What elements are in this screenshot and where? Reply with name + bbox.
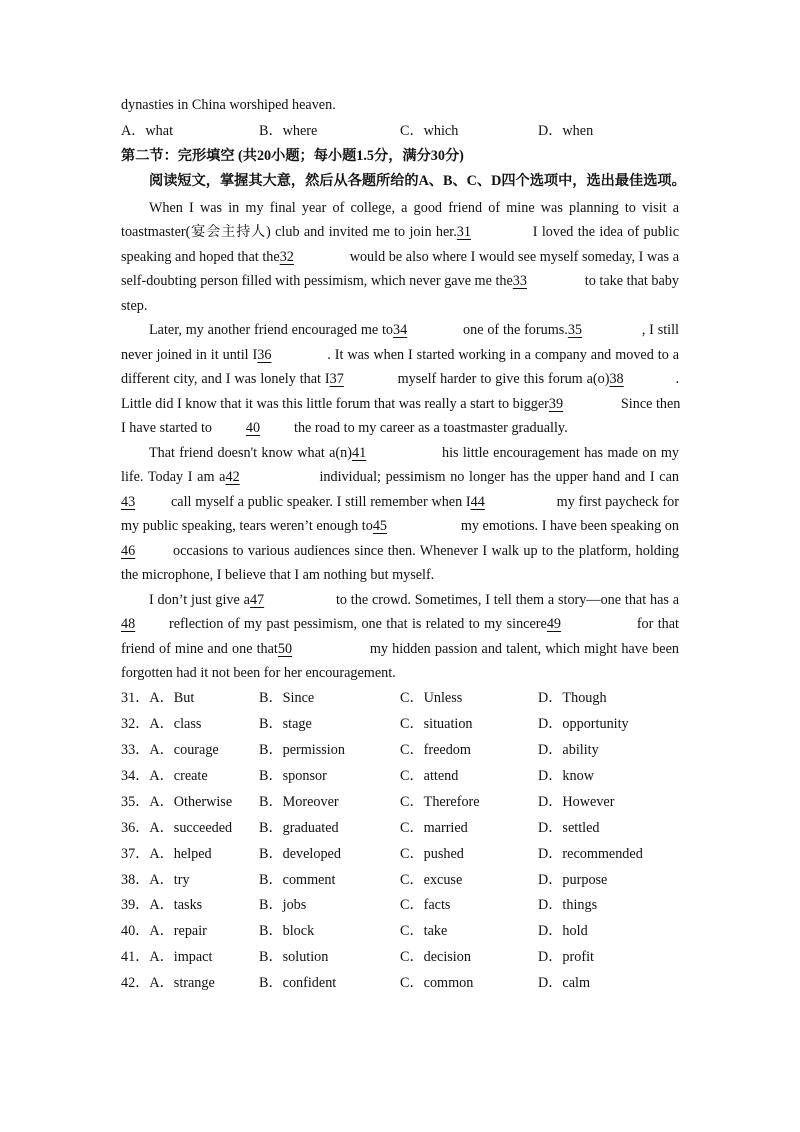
option-b: B．stage — [259, 716, 312, 732]
option-d: D．profit — [538, 949, 594, 965]
option-d: D．ability — [538, 742, 599, 758]
option-b: B．solution — [259, 949, 329, 965]
passage-line — [121, 468, 679, 486]
blank-34: 34 — [393, 322, 408, 338]
option-b: B．graduated — [259, 820, 339, 836]
q30-stem-tail: dynasties in China worshiped heaven. — [121, 97, 336, 113]
text: to take that baby — [584, 273, 679, 289]
option-a: 33．A．courage — [121, 742, 219, 758]
text: my emotions. I have been speaking on — [460, 518, 679, 534]
option-a: 34．A．create — [121, 768, 208, 784]
text: Since then — [620, 396, 681, 412]
text: . It was when I started working in a company and moved to a — [327, 347, 680, 363]
passage-line — [121, 640, 679, 658]
option-d: D．However — [538, 794, 615, 810]
passage-line — [121, 395, 679, 413]
text: my hidden passion and talent, which might have been — [369, 641, 679, 657]
passage-line: forgotten had it not been for her encouragement. — [121, 665, 396, 681]
text: his little encouragement has made on my — [441, 445, 679, 461]
text: one of the forums. — [463, 322, 568, 338]
text: individual; pessimism no longer has the upper hand and I can — [319, 469, 679, 485]
passage-line — [121, 248, 679, 266]
q30-option-d: D．when — [538, 123, 594, 139]
text: Little did I know that it was this little forum that was really a start to bigger — [121, 396, 549, 412]
blank-32: 32 — [279, 249, 294, 265]
passage-line — [121, 346, 679, 364]
blank-33: 33 — [512, 273, 527, 289]
blank-50: 50 — [277, 641, 293, 657]
blank-47: 47 — [249, 592, 265, 608]
option-b: B．comment — [259, 872, 336, 888]
passage-line — [121, 370, 679, 388]
option-b: B．sponsor — [259, 768, 327, 784]
passage-line: the microphone, I believe that I am nothing but myself. — [121, 567, 435, 583]
text: occasions to various audiences since then. Whenever I walk up to the platform, holding — [173, 543, 679, 559]
text: self-doubting person filled with pessimism, which never gave me the — [121, 273, 513, 289]
option-c: C．situation — [400, 716, 473, 732]
text: That friend doesn't know what a(n) — [149, 445, 352, 461]
blank-46: 46 — [121, 543, 136, 559]
text: life. Today I am a — [121, 469, 226, 485]
text: different city, and I was lonely that I — [121, 371, 330, 387]
blank-35: 35 — [567, 322, 583, 338]
text: never joined in it until I — [121, 347, 258, 363]
passage-line — [121, 419, 679, 437]
option-a: 31．A．But — [121, 690, 195, 706]
option-c: C．facts — [400, 897, 451, 913]
blank-40: 40 — [245, 420, 261, 436]
passage-line — [149, 444, 679, 462]
blank-48: 48 — [121, 616, 136, 632]
blank-44: 44 — [470, 494, 485, 510]
text: my first paycheck for — [556, 494, 679, 510]
option-c: C．Unless — [400, 690, 463, 706]
passage-line — [149, 591, 679, 609]
q30-option-b: B．where — [259, 123, 318, 139]
option-a: 38．A．try — [121, 872, 190, 888]
option-a: 39．A．tasks — [121, 897, 203, 913]
option-d: D．calm — [538, 975, 591, 991]
section-instructions: 阅读短文，掌握其大意，然后从各题所给的A、B、C、D四个选项中，选出最佳选项。 — [149, 173, 686, 189]
blank-49: 49 — [546, 616, 561, 632]
blank-42: 42 — [225, 469, 240, 485]
option-b: B．jobs — [259, 897, 307, 913]
text: speaking and hoped that the — [121, 249, 280, 265]
passage-line — [121, 493, 679, 511]
option-d: D．things — [538, 897, 598, 913]
option-c: C．Therefore — [400, 794, 480, 810]
blank-41: 41 — [351, 445, 367, 461]
q30-option-c: C．which — [400, 123, 459, 139]
text: I loved the idea of public — [532, 224, 679, 240]
passage-line — [121, 517, 679, 535]
option-c: C．pushed — [400, 846, 464, 862]
text: friend of mine and one that — [121, 641, 278, 657]
option-a: 37．A．helped — [121, 846, 212, 862]
q30-option-a: A．what — [121, 123, 174, 139]
blank-36: 36 — [257, 347, 272, 363]
option-d: D．know — [538, 768, 594, 784]
option-b: B．Since — [259, 690, 315, 706]
option-d: D．purpose — [538, 872, 608, 888]
option-c: C．freedom — [400, 742, 471, 758]
option-b: B．permission — [259, 742, 345, 758]
option-b: B．confident — [259, 975, 337, 991]
text: for that — [636, 616, 679, 632]
option-c: C．take — [400, 923, 448, 939]
text: I don’t just give a — [149, 592, 250, 608]
passage-line — [121, 272, 679, 290]
text: , I still — [641, 322, 679, 338]
text: I have started to — [121, 420, 212, 436]
option-d: D．opportunity — [538, 716, 629, 732]
text: reflection of my past pessimism, one that is related to my sincere — [169, 616, 547, 632]
option-a: 36．A．succeeded — [121, 820, 233, 836]
text: myself harder to give this forum a(o) — [397, 371, 610, 387]
blank-31: 31 — [456, 224, 471, 240]
text: . — [675, 371, 679, 387]
option-d: D．recommended — [538, 846, 643, 862]
text: toastmaster(宴会主持人) club and invited me to join her. — [121, 224, 457, 240]
option-d: D．Though — [538, 690, 607, 706]
section-title: 第二节：完形填空 (共20小题；每小题1.5分，满分30分) — [121, 148, 464, 164]
option-d: D．hold — [538, 923, 588, 939]
text: my public speaking, tears weren’t enough to — [121, 518, 373, 534]
option-c: C．attend — [400, 768, 459, 784]
option-b: B．Moreover — [259, 794, 339, 810]
blank-39: 39 — [548, 396, 564, 412]
text: call myself a public speaker. I still remember when I — [171, 494, 471, 510]
text: Later, my another friend encouraged me to — [149, 322, 394, 338]
option-b: B．block — [259, 923, 315, 939]
passage-line: When I was in my final year of college, a good friend of mine was planning to visit a — [149, 200, 679, 216]
option-b: B．developed — [259, 846, 341, 862]
passage-line — [149, 321, 679, 339]
passage-line — [121, 542, 679, 560]
option-c: C．excuse — [400, 872, 463, 888]
option-a: 42．A．strange — [121, 975, 215, 991]
text: to the crowd. Sometimes, I tell them a story—one that has a — [335, 592, 680, 608]
option-c: C．common — [400, 975, 474, 991]
option-a: 40．A．repair — [121, 923, 207, 939]
passage-line — [121, 223, 679, 241]
option-c: C．married — [400, 820, 468, 836]
option-c: C．decision — [400, 949, 471, 965]
text: would be also where I would see myself someday, I was a — [349, 249, 680, 265]
option-d: D．settled — [538, 820, 600, 836]
passage-line — [121, 615, 679, 633]
passage-line: step. — [121, 298, 148, 314]
option-a: 35．A．Otherwise — [121, 794, 233, 810]
option-a: 41．A．impact — [121, 949, 213, 965]
blank-43: 43 — [121, 494, 136, 510]
option-a: 32．A．class — [121, 716, 202, 732]
blank-38: 38 — [609, 371, 624, 387]
blank-45: 45 — [372, 518, 387, 534]
blank-37: 37 — [329, 371, 344, 387]
text: the road to my career as a toastmaster gradually. — [294, 420, 568, 436]
